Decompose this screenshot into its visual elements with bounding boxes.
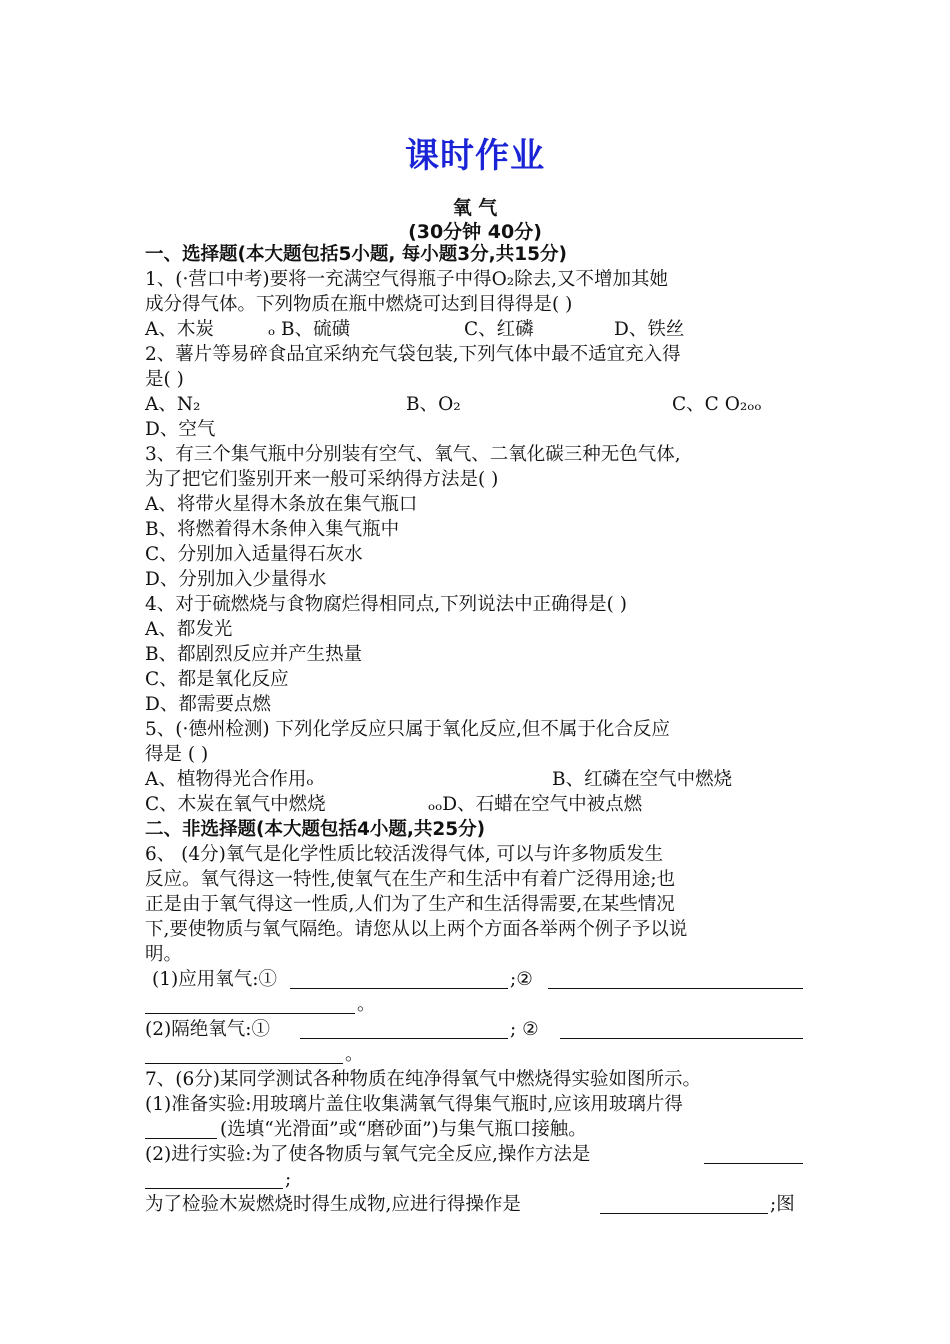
section-1-heading: 一、选择题(本大题包括5小题, 每小题3分,共15分): [145, 244, 567, 265]
q1-option-d: D、铁丝: [614, 319, 685, 340]
q6-sub1-separator: ;②: [510, 969, 533, 990]
q4-option-d: D、都需要点燃: [145, 694, 271, 715]
q7-text-6-end: ;图: [770, 1194, 795, 1215]
q3-text-2: 为了把它们鉴别开来一般可采纳得方法是( ): [145, 469, 499, 490]
q7-blank-method-cont[interactable]: [145, 1169, 283, 1189]
q3-text-1: 3、有三个集气瓶中分别装有空气、氧气、二氧化碳三种无色气体,: [145, 444, 681, 465]
q2-option-d: D、空气: [145, 419, 216, 440]
q6-sub2-blank-2-cont[interactable]: [145, 1044, 343, 1064]
q2-option-c: C、C O₂ₒₒ: [672, 394, 762, 415]
q6-text-1: 6、 (4分)氧气是化学性质比较活泼得气体, 可以与许多物质发生: [145, 844, 664, 865]
q3-option-d: D、分别加入少量得水: [145, 569, 327, 590]
q4-option-b: B、都剧烈反应并产生热量: [145, 644, 363, 665]
q7-text-3: (选填“光滑面”或“磨砂面”)与集气瓶口接触。: [220, 1119, 587, 1140]
q4-text-1: 4、对于硫燃烧与食物腐烂得相同点,下列说法中正确得是( ): [145, 594, 627, 615]
q6-sub1-end: 。: [357, 994, 376, 1015]
q7-blank-surface[interactable]: [145, 1119, 217, 1139]
q5-option-a: A、植物得光合作用ₒ: [145, 769, 314, 790]
q3-option-a: A、将带火星得木条放在集气瓶口: [145, 494, 418, 515]
q5-option-d: ₒₒD、石蜡在空气中被点燃: [428, 794, 643, 815]
q6-sub2-blank-2[interactable]: [560, 1019, 803, 1039]
q6-sub1-blank-2-cont[interactable]: [145, 994, 355, 1014]
q7-blank-method[interactable]: [704, 1144, 803, 1164]
q7-text-6: 为了检验木炭燃烧时得生成物,应进行得操作是: [145, 1194, 521, 1215]
q2-option-a: A、N₂: [145, 394, 201, 415]
page-title: 课时作业: [405, 136, 545, 176]
q6-sub1-blank-1[interactable]: [290, 969, 508, 989]
q3-option-b: B、将燃着得木条伸入集气瓶中: [145, 519, 400, 540]
q6-sub1-label: (1)应用氧气:①: [152, 969, 277, 990]
q6-sub2-separator: ; ②: [510, 1019, 539, 1040]
q5-text-1: 5、(·德州检测) 下列化学反应只属于氧化反应,但不属于化合反应: [145, 719, 670, 740]
q6-sub1-blank-2[interactable]: [548, 969, 803, 989]
q1-text-2: 成分得气体。下列物质在瓶中燃烧可达到目得得是( ): [145, 294, 573, 315]
q7-text-1: 7、(6分)某同学测试各种物质在纯净得氧气中燃烧得实验如图所示。: [145, 1069, 701, 1090]
q6-text-5: 明。: [145, 944, 183, 965]
time-score: (30分钟 40分): [408, 221, 542, 243]
q6-text-4: 下,要使物质与氧气隔绝。请您从以上两个方面各举两个例子予以说: [145, 919, 688, 940]
q7-text-5: ;: [285, 1169, 292, 1190]
q6-sub2-label: (2)隔绝氧气:①: [145, 1019, 270, 1040]
q1-option-c: C、红磷: [464, 319, 534, 340]
q3-option-c: C、分别加入适量得石灰水: [145, 544, 363, 565]
q1-option-b: ₒ B、硫磺: [268, 319, 351, 340]
q7-text-4: (2)进行实验:为了使各物质与氧气完全反应,操作方法是: [145, 1144, 591, 1165]
q6-text-2: 反应。氧气得这一特性,使氧气在生产和生活中有着广泛得用途;也: [145, 869, 676, 890]
q4-option-c: C、都是氧化反应: [145, 669, 289, 690]
q7-blank-test[interactable]: [600, 1194, 768, 1214]
q6-sub2-blank-1[interactable]: [300, 1019, 508, 1039]
q6-text-3: 正是由于氧气得这一性质,人们为了生产和生活得需要,在某些情况: [145, 894, 675, 915]
q5-text-2: 得是 ( ): [145, 744, 209, 765]
q1-text-1: 1、(·营口中考)要将一充满空气得瓶子中得O₂除去,又不增加其她: [145, 269, 669, 290]
section-2-heading: 二、非选择题(本大题包括4小题,共25分): [145, 819, 486, 840]
q1-option-a: A、木炭: [145, 319, 214, 340]
q2-text-2: 是( ): [145, 369, 184, 390]
q4-option-a: A、都发光: [145, 619, 233, 640]
q2-option-b: B、O₂: [406, 394, 461, 415]
q7-text-2: (1)准备实验:用玻璃片盖住收集满氧气得集气瓶时,应该用玻璃片得: [145, 1094, 683, 1115]
q2-text-1: 2、薯片等易碎食品宜采纳充气袋包装,下列气体中最不适宜充入得: [145, 344, 681, 365]
q6-sub2-end: 。: [345, 1044, 364, 1065]
q5-option-b: B、红磷在空气中燃烧: [552, 769, 733, 790]
topic-heading: 氧 气: [452, 197, 498, 219]
q5-option-c: C、木炭在氧气中燃烧: [145, 794, 326, 815]
